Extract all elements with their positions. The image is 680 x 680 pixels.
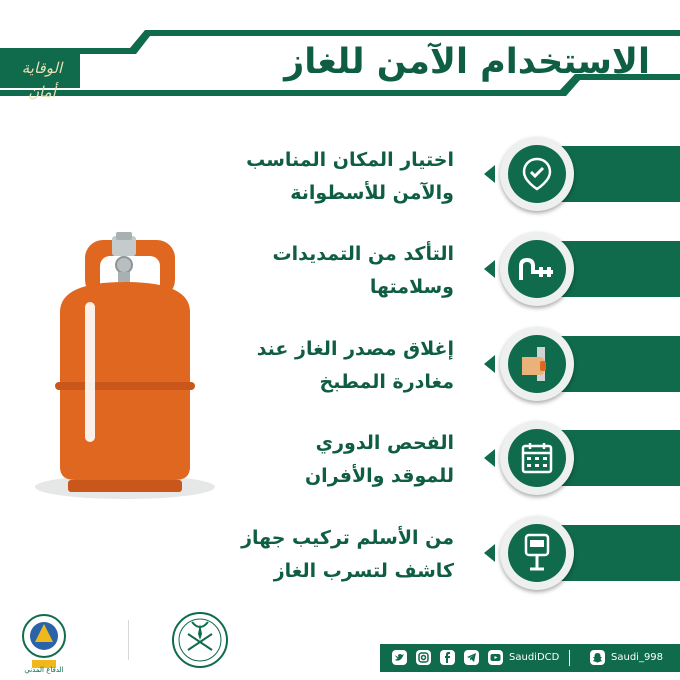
item-line-1: اختيار المكان المناسب — [246, 149, 454, 171]
item-line-1: التأكد من التمديدات — [272, 243, 454, 265]
footer-divider — [569, 650, 570, 666]
strip-pointer — [484, 449, 495, 467]
hand-valve-icon — [518, 345, 556, 383]
item-line-2: مغادرة المطبخ — [319, 371, 454, 393]
calendar-icon — [520, 441, 554, 475]
instagram-icon[interactable] — [416, 650, 431, 665]
telegram-icon[interactable] — [464, 650, 479, 665]
page-title: الاستخدام الآمن للغاز — [284, 42, 650, 82]
snapchat-icon[interactable] — [590, 650, 605, 665]
item-icon-badge — [500, 137, 574, 211]
gas-detector-icon — [522, 533, 552, 573]
facebook-icon[interactable] — [440, 650, 455, 665]
ministry-emblem-logo — [170, 610, 230, 670]
strip-pointer — [484, 355, 495, 373]
item-text — [194, 238, 454, 304]
item-text — [194, 522, 454, 588]
strip-pointer — [484, 260, 495, 278]
footer-divider — [128, 620, 129, 660]
twitter-icon[interactable] — [392, 650, 407, 665]
youtube-icon[interactable] — [488, 650, 503, 665]
item-line-2: والآمن للأسطوانة — [290, 182, 454, 204]
strip-pointer — [484, 165, 495, 183]
civil-defense-logo — [18, 612, 70, 672]
item-line-2: كاشف لتسرب الغاز — [273, 560, 454, 582]
footer-handle-primary[interactable]: SaudiDCD — [509, 652, 560, 663]
item-line-2: وسلامتها — [369, 276, 454, 298]
item-text — [194, 427, 454, 493]
logo-caption: الدفاع المدني — [24, 666, 64, 674]
item-text — [194, 144, 454, 210]
item-icon-badge — [500, 232, 574, 306]
item-icon-badge — [500, 327, 574, 401]
item-line-1: إغلاق مصدر الغاز عند — [256, 338, 454, 360]
item-text — [194, 333, 454, 399]
item-icon-badge — [500, 421, 574, 495]
item-icon-badge — [500, 516, 574, 590]
item-line-1: الفحص الدوري — [315, 432, 454, 454]
strip-pointer — [484, 544, 495, 562]
item-line-2: للموقد والأفران — [304, 465, 454, 487]
pipe-icon — [517, 254, 557, 284]
logo-wordmark: الوقاية أمان — [21, 59, 63, 101]
item-line-1: من الأسلم تركيب جهاز — [241, 527, 454, 549]
location-check-icon — [520, 157, 554, 191]
footer-handle-secondary[interactable]: Saudi_998 — [611, 652, 664, 663]
